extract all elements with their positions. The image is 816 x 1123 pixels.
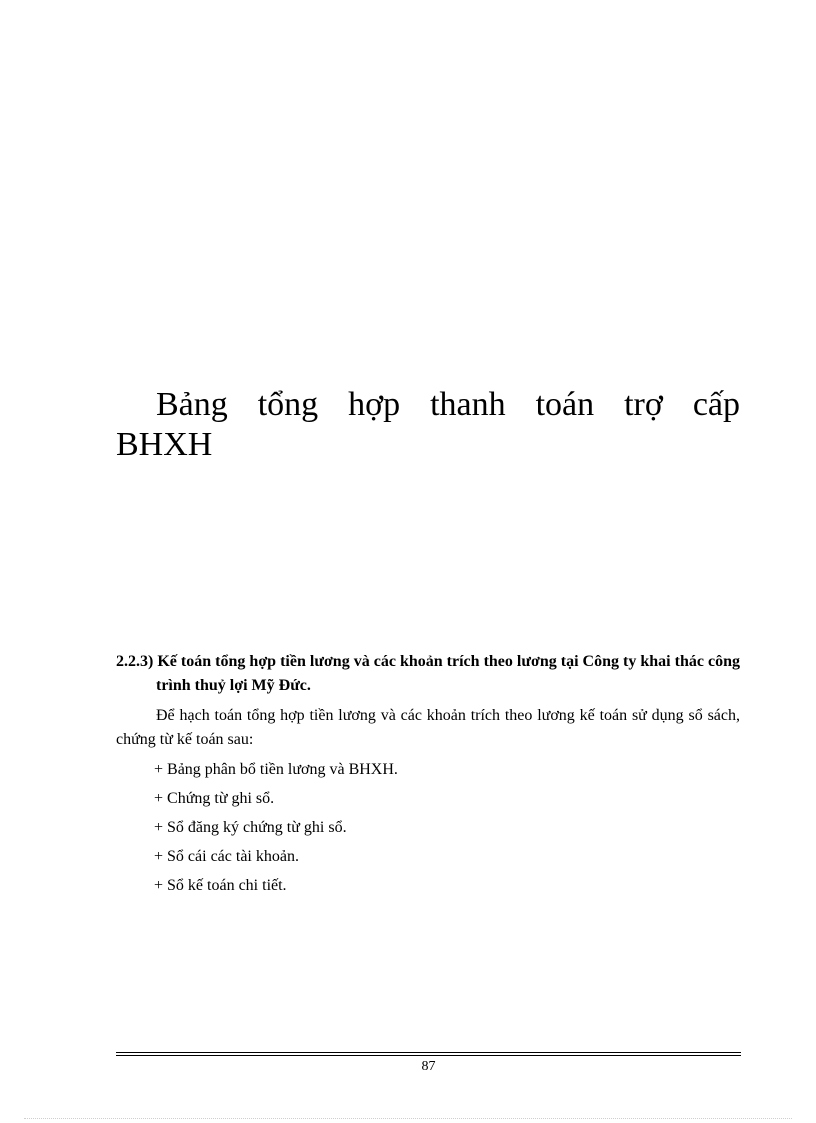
footer-rule-top (116, 1052, 741, 1053)
section-heading: 2.2.3) Kế toán tổng hợp tiền lương và các khoản trích theo lương tại Công ty khai thác công trình thuỷ lợi Mỹ Đức. (116, 653, 740, 694)
list-item: + Chứng từ ghi sổ. (154, 790, 275, 807)
list-item: + Sổ cái các tài khoản. (154, 848, 299, 865)
document-list (116, 758, 740, 898)
footer-rule-bottom (116, 1055, 741, 1056)
page-number: 87 (421, 1059, 436, 1074)
list-item: + Sổ đăng ký chứng từ ghi sổ. (154, 819, 347, 836)
list-item: + Sổ kế toán chi tiết. (154, 877, 287, 894)
section-intro: Để hạch toán tổng hợp tiền lương và các khoản trích theo lương kế toán sử dụng sổ sách, chứng từ kế toán sau: (116, 707, 740, 748)
page-title: Bảng tổng hợp thanh toán trợ cấp BHXH (116, 386, 740, 463)
page-edge-divider (24, 1118, 792, 1119)
section-2-2-3 (116, 650, 740, 903)
list-item: + Bảng phân bổ tiền lương và BHXH. (154, 761, 398, 778)
